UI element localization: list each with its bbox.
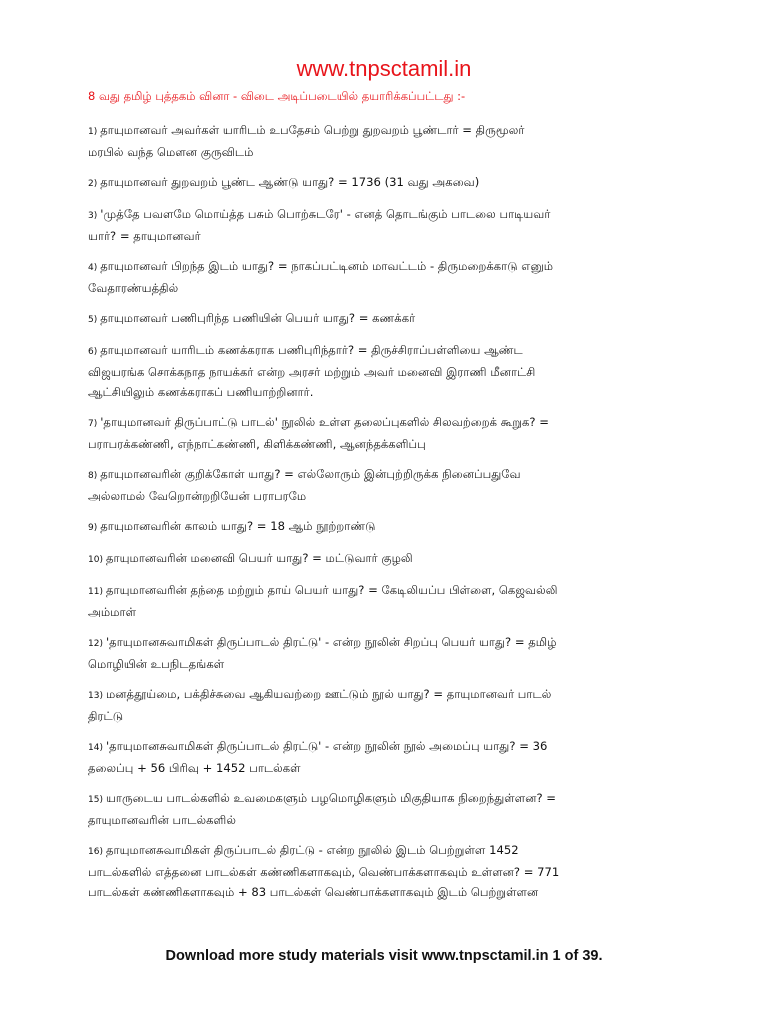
qa-item	[88, 736, 688, 778]
qa-number: 1)	[88, 127, 98, 137]
qa-continuation-line: அம்மாள்	[88, 605, 137, 619]
qa-continuation-line: பராபரக்கண்ணி, எந்நாட்கண்ணி, கிளிக்கண்ணி, ஆனந்தக்களிப்பு	[88, 437, 426, 451]
qa-item	[88, 580, 688, 622]
qa-number: 11)	[88, 587, 103, 597]
qa-item	[88, 172, 688, 194]
qa-continuation-line: வேதாரண்யத்தில்	[88, 281, 179, 295]
qa-number: 9)	[88, 523, 98, 533]
qa-item	[88, 340, 688, 402]
qa-question-line: மனத்தூய்மை, பக்திச்சுவை ஆகியவற்றை ஊட்டும் நூல் யாது? = தாயுமானவர் பாடல்	[105, 687, 552, 701]
qa-continuation-line: மரபில் வந்த மௌன குருவிடம்	[88, 145, 254, 159]
qa-question-line: தாயுமானவரின் குறிக்கோள் யாது? = எல்லோரும் இன்புற்றிருக்க நினைப்பதுவே	[100, 467, 521, 481]
qa-question-line: தாயுமானவர் பணிபுரிந்த பணியின் பெயர் யாது? = கணக்கர்	[100, 311, 416, 325]
qa-continuation-line: பாடல்கள் கண்ணிகளாகவும் + 83 பாடல்கள் வெண்பாக்களாகவும் இடம் பெற்றுள்ளன	[88, 885, 539, 899]
qa-item	[88, 632, 688, 674]
qa-question-line: தாயுமானவர் அவர்கள் யாரிடம் உபதேசம் பெற்று துறவறம் பூண்டார் = திருமூலர்	[100, 123, 525, 137]
qa-number: 12)	[88, 639, 103, 649]
qa-continuation-line: ஆட்சியிலும் கணக்கராகப் பணியாற்றினார்.	[88, 385, 314, 399]
qa-item	[88, 684, 688, 726]
qa-question-line: 'தாயுமானசுவாமிகள் திருப்பாடல் திரட்டு' - என்ற நூலின் நூல் அமைப்பு யாது? = 36	[105, 739, 548, 753]
qa-number: 7)	[88, 419, 98, 429]
qa-item	[88, 548, 688, 570]
qa-question-line: தாயுமானசுவாமிகள் திருப்பாடல் திரட்டு - என்ற நூலில் இடம் பெற்றுள்ள 1452	[105, 843, 519, 857]
qa-item	[88, 516, 688, 538]
qa-continuation-line: திரட்டு	[88, 709, 124, 723]
qa-question-line: யாருடைய பாடல்களில் உவமைகளும் பழமொழிகளும் மிகுதியாக நிறைந்துள்ளன? =	[105, 791, 557, 805]
qa-continuation-line: யார்? = தாயுமானவர்	[88, 229, 201, 243]
qa-number: 14)	[88, 743, 103, 753]
qa-continuation-line: விஜயரங்க சொக்கநாத நாயக்கர் என்ற அரசர் மற்றும் அவர் மனைவி இராணி மீனாட்சி	[88, 365, 536, 379]
qa-question-line: தாயுமானவர் பிறந்த இடம் யாது? = நாகப்பட்டினம் மாவட்டம் - திருமறைக்காடு எனும்	[100, 259, 554, 273]
qa-number: 13)	[88, 691, 103, 701]
qa-number: 16)	[88, 847, 103, 857]
page-footer: Download more study materials visit www.tnpsctamil.in 1 of 39.	[165, 948, 603, 964]
site-title[interactable]: www.tnpsctamil.in	[296, 56, 472, 81]
qa-question-line: தாயுமானவர் யாரிடம் கணக்கராக பணிபுரிந்தார்? = திருச்சிராப்பள்ளியை ஆண்ட	[100, 343, 523, 357]
qa-item	[88, 412, 688, 454]
qa-question-line: தாயுமானவரின் தந்தை மற்றும் தாய் பெயர் யாது? = கேடிலியப்ப பிள்ளை, கெஜவல்லி	[105, 583, 558, 597]
question-answer-list	[88, 120, 688, 902]
qa-number: 2)	[88, 179, 98, 189]
qa-item	[88, 308, 688, 330]
qa-number: 15)	[88, 795, 103, 805]
qa-number: 6)	[88, 347, 98, 357]
qa-number: 4)	[88, 263, 98, 273]
qa-continuation-line: அல்லாமல் வேறொன்றறியேன் பராபரமே	[88, 489, 307, 503]
document-subtitle: 8 வது தமிழ் புத்தகம் வினா - விடை அடிப்படையில் தயாரிக்கப்பட்டது :-	[88, 89, 466, 103]
qa-item	[88, 840, 688, 902]
qa-number: 5)	[88, 315, 98, 325]
qa-continuation-line: தாயுமானவரின் பாடல்களில்	[88, 813, 236, 827]
qa-question-line: தாயுமானவரின் மனைவி பெயர் யாது? = மட்டுவார் குழலி	[105, 551, 413, 565]
qa-question-line: தாயுமானவரின் காலம் யாது? = 18 ஆம் நூற்றாண்டு	[100, 519, 376, 533]
qa-number: 8)	[88, 471, 98, 481]
qa-item	[88, 204, 688, 246]
qa-item	[88, 120, 688, 162]
qa-question-line: 'தாயுமானவர் திருப்பாட்டு பாடல்' நூலில் உள்ள தலைப்புகளில் சிலவற்றைக் கூறுக? =	[100, 415, 549, 429]
qa-item	[88, 256, 688, 298]
qa-question-line: 'தாயுமானசுவாமிகள் திருப்பாடல் திரட்டு' - என்ற நூலின் சிறப்பு பெயர் யாது? = தமிழ்	[105, 635, 557, 649]
qa-continuation-line: மொழியின் உபநிடதங்கள்	[88, 657, 225, 671]
qa-number: 3)	[88, 211, 98, 221]
qa-question-line: 'முத்தே பவளமே மொய்த்த பசும் பொற்சுடரே' - எனத் தொடங்கும் பாடலை பாடியவர்	[100, 207, 551, 221]
qa-continuation-line: தலைப்பு + 56 பிரிவு + 1452 பாடல்கள்	[88, 761, 301, 775]
qa-question-line: தாயுமானவர் துறவறம் பூண்ட ஆண்டு யாது? = 1736 (31 வது அகவை)	[100, 175, 480, 189]
qa-number: 10)	[88, 555, 103, 565]
qa-item	[88, 788, 688, 830]
qa-item	[88, 464, 688, 506]
qa-continuation-line: பாடல்களில் எத்தனை பாடல்கள் கண்ணிகளாகவும், வெண்பாக்களாகவும் உள்ளன? = 771	[88, 865, 560, 879]
